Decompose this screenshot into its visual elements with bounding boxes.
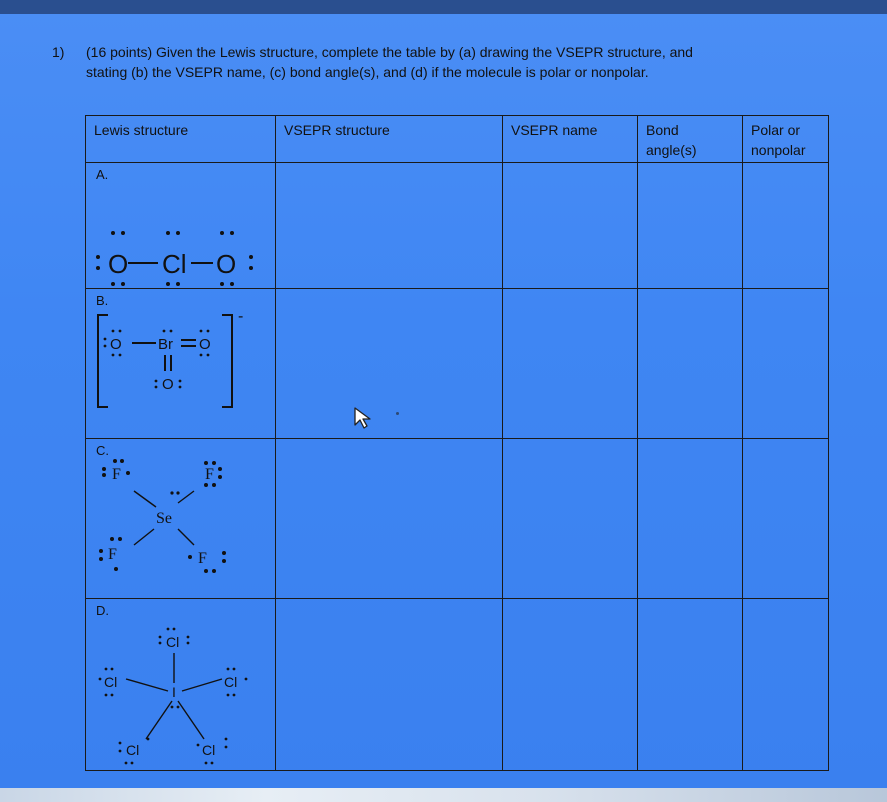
svg-text:F: F [198, 550, 207, 567]
lewis-structure-d [86, 599, 275, 771]
question-text-line2: stating (b) the VSEPR name, (c) bond angle(s), and (d) if the molecule is polar or nonpolar. [86, 64, 649, 80]
bond-angle-cell-d[interactable] [638, 599, 743, 771]
polarity-cell-a[interactable] [743, 163, 829, 289]
question-text-line1: (16 points) Given the Lewis structure, complete the table by (a) drawing the VSEPR structure, and [86, 44, 693, 60]
vsepr-structure-cell-d[interactable] [276, 599, 503, 771]
header-polarity: Polar or nonpolar [743, 116, 829, 163]
svg-text:O: O [110, 336, 122, 353]
table-row [86, 599, 829, 771]
svg-text:O: O [199, 336, 211, 353]
svg-text:Cl: Cl [104, 674, 118, 690]
svg-text:-: - [238, 308, 244, 325]
polarity-cell-b[interactable] [743, 289, 829, 439]
svg-text:Se: Se [156, 510, 172, 527]
polarity-cell-d[interactable] [743, 599, 829, 771]
bottom-border [0, 788, 887, 802]
svg-text:O: O [108, 249, 129, 279]
vsepr-name-cell-b[interactable] [503, 289, 638, 439]
lewis-cell-a: A. O Cl O [86, 163, 276, 289]
svg-text:F: F [108, 546, 117, 563]
header-vsepr-structure: VSEPR structure [276, 116, 503, 163]
lewis-cell-b: B. O Br O O - [86, 289, 276, 439]
svg-text:F: F [205, 466, 214, 483]
header-lewis: Lewis structure [86, 116, 276, 163]
svg-text:O: O [216, 249, 237, 279]
svg-text:Cl: Cl [202, 742, 216, 758]
vsepr-name-cell-c[interactable] [503, 439, 638, 599]
mouse-pointer-icon [352, 405, 378, 431]
vsepr-name-cell-a[interactable] [503, 163, 638, 289]
bond-angle-cell-c[interactable] [638, 439, 743, 599]
table-header-row [86, 116, 829, 163]
table-row [86, 439, 829, 599]
top-border [0, 0, 887, 14]
header-vsepr-name: VSEPR name [503, 116, 638, 163]
bond-angle-cell-b[interactable] [638, 289, 743, 439]
vsepr-structure-cell-b[interactable] [276, 289, 503, 439]
vsepr-structure-cell-a[interactable] [276, 163, 503, 289]
answer-table [85, 115, 829, 771]
svg-text:O: O [162, 376, 174, 393]
svg-text:Cl: Cl [224, 674, 238, 690]
vsepr-structure-cell-c[interactable] [276, 439, 503, 599]
lewis-cell-d: D. Cl Cl I Cl Cl Cl [86, 599, 276, 771]
svg-text:Br: Br [158, 336, 173, 353]
question-number: 1) [52, 44, 65, 60]
stray-mark [396, 412, 399, 415]
svg-text:Cl: Cl [166, 634, 180, 650]
vsepr-name-cell-d[interactable] [503, 599, 638, 771]
bond-angle-cell-a[interactable] [638, 163, 743, 289]
svg-text:I: I [172, 684, 176, 700]
svg-text:Cl: Cl [126, 742, 140, 758]
svg-text:F: F [112, 466, 121, 483]
polarity-cell-c[interactable] [743, 439, 829, 599]
lewis-structure-c [86, 439, 275, 599]
header-bond-angles: Bond angle(s) [638, 116, 743, 163]
table-row [86, 289, 829, 439]
lewis-structure-a [86, 163, 275, 289]
lewis-cell-c: C. F F Se F F [86, 439, 276, 599]
lewis-structure-b [86, 289, 275, 439]
svg-text:Cl: Cl [162, 249, 187, 279]
table-row [86, 163, 829, 289]
